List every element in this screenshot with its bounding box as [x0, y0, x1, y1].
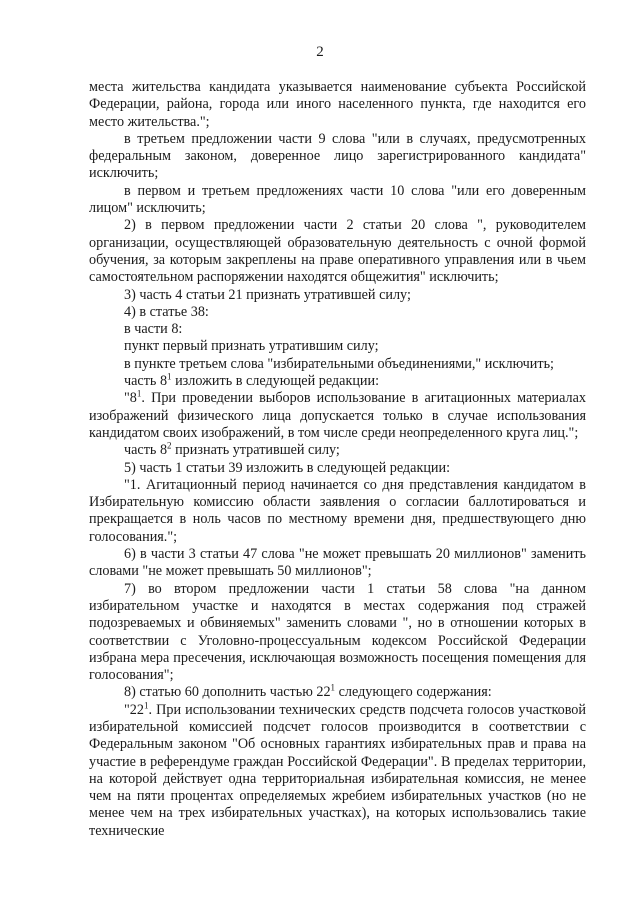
page-number: 2 [316, 44, 324, 60]
paragraph-part-8: в части 8: [124, 321, 183, 338]
paragraph-continuation: места жительства кандидата указывается наименование субъекта Российской Федерации, района, города или иного населенного пункта, где находится его место жительства."; [89, 79, 586, 130]
document-body [89, 79, 586, 840]
paragraph-item-4: 4) в статье 38: [124, 303, 209, 320]
paragraph-item-5: 5) часть 1 статьи 39 изложить в следующей редакции: [124, 459, 451, 476]
paragraph-item-7: 7) во втором предложении части 1 статьи 58 слова "на данном избирательном участке и находятся в местах содержания под стражей подозреваемых и обвиняемых" заменить словами ", но в отношении которых в соответствии с Уголовно-процессуальным кодексом Российской Федерации избрана мера пресечения, исключающая возможность посещения помещения для голосования"; [89, 580, 586, 684]
paragraph-item-2: 2) в первом предложении части 2 статьи 20 слова ", руководителем организации, осуществляющей образовательную деятельность с очной формой обучения, за которым закреплены на праве оперативного управления или в чьем самостоятельном распоряжении находятся общежития" исключить; [89, 217, 586, 286]
paragraph-point-3: в пункте третьем слова "избирательными объединениями," исключить; [124, 355, 555, 372]
paragraph-part-9-amendment: в третьем предложении части 9 слова "или в случаях, предусмотренных федеральным законом, доверенное лицо зарегистрированного кандидата" исключить; [89, 130, 586, 182]
paragraph-part-8-1-text: "$8^1$. При проведении выборов использование в агитационных материалах изображений физического лица допускается только в случае использования кандидатом своих изображений, в том числе среди неопределенного круга лиц."; [89, 388, 586, 441]
paragraph-part-8-1-intro: часть $8^1$ изложить в следующей редакции: [124, 371, 380, 390]
paragraph-campaign-period: "1. Агитационный период начинается со дня представления кандидатом в Избирательную комиссию области заявления о согласии баллотироваться и прекращается в ноль часов по местному времени дня, предшествующего дню голосования."; [89, 476, 586, 545]
paragraph-item-6: 6) в части 3 статьи 47 слова "не может превышать 20 миллионов" заменить словами "не может превышать 50 миллионов"; [89, 546, 586, 580]
paragraph-point-1: пункт первый признать утратившим силу; [124, 338, 379, 355]
paragraph-item-8: 8) статью 60 дополнить частью $22^1$ следующего содержания: [124, 682, 492, 701]
paragraph-part-8-2: часть $8^2$ признать утратившей силу; [124, 440, 340, 459]
paragraph-part-22-1-text: "$22^1$. При использовании технических средств подсчета голосов участковой избирательной комиссией подсчет голосов производится в соответствии с Федеральным законом "Об основных гарантиях избирательных прав и права на участие в референдуме граждан Российской Федерации". В пределах территории, на которой действует одна территориальная избирательная комиссия, не менее чем на пяти процентах определяемых жребием избирательных участков (но не менее чем на трех избирательных участках), на которых использовались такие технические [89, 699, 586, 839]
paragraph-part-10-amendment: в первом и третьем предложениях части 10 слова "или его доверенным лицом" исключить; [89, 182, 586, 217]
paragraph-item-3: 3) часть 4 статьи 21 признать утратившей силу; [124, 286, 411, 303]
